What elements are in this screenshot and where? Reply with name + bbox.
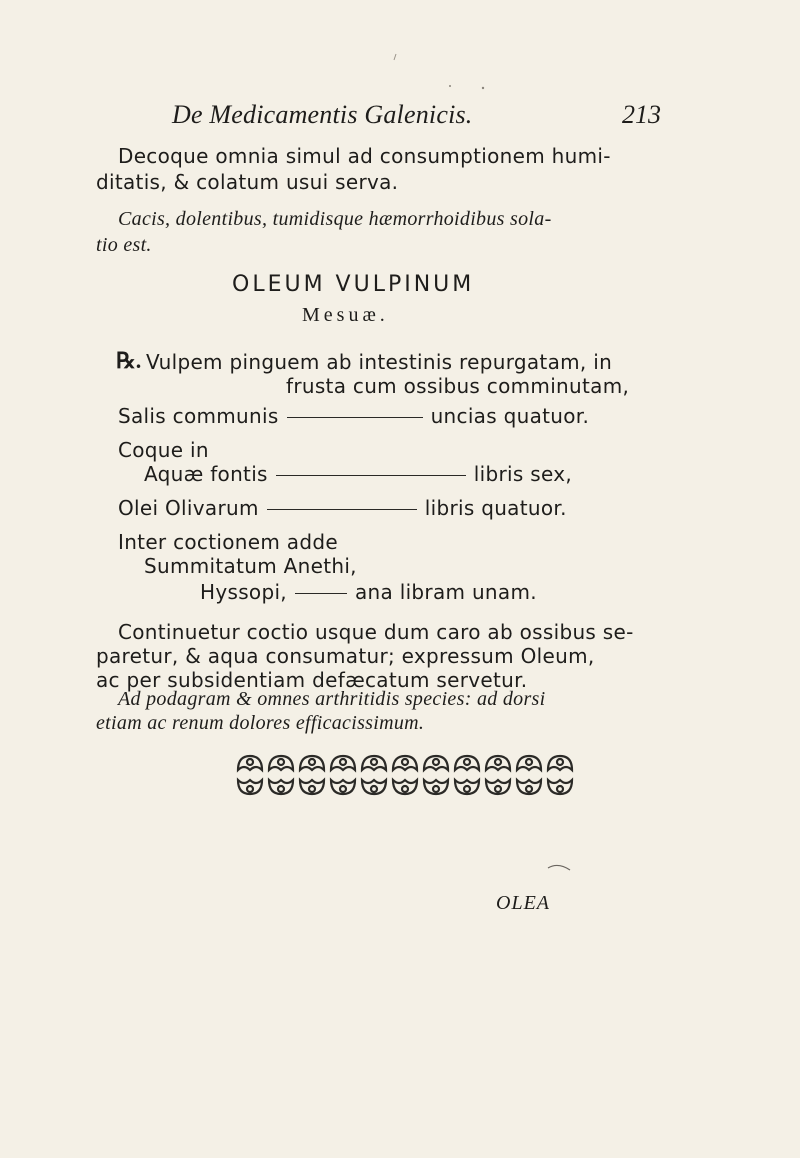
ornament-dot — [464, 786, 470, 792]
ornament-dot — [557, 759, 563, 765]
ornament-dot — [433, 759, 439, 765]
ornament-dot — [247, 786, 253, 792]
italic-note-line: Cacis, dolentibus, tumidisque hæmorrhoidibus sola- — [118, 208, 552, 230]
ornament-dot — [526, 786, 532, 792]
ornament-dot — [557, 786, 563, 792]
leader-dash — [267, 509, 417, 510]
page-number: 213 — [622, 100, 661, 129]
recipe-intro-line: Vulpem pinguem ab intestinis repurgatam, in — [146, 350, 613, 374]
instruction-line: Coque in — [118, 438, 209, 462]
ingredient-line — [144, 462, 572, 486]
ornament-dot — [495, 786, 501, 792]
ornament-dot — [526, 759, 532, 765]
leader-dash — [276, 475, 466, 476]
ingredient-line — [118, 404, 589, 428]
leader-dash — [295, 593, 347, 594]
ingredient-name: Hyssopi, — [200, 580, 287, 604]
recipe-symbol: ℞. — [116, 348, 142, 373]
italic-note-line: Ad podagram & omnes arthritidis species: ad dorsi — [118, 688, 546, 710]
catchword: OLEA — [496, 892, 550, 914]
leader-dash — [287, 417, 423, 418]
ingredient-line — [200, 580, 537, 604]
ingredient-name: Salis communis — [118, 404, 279, 428]
ornament-dot — [278, 786, 284, 792]
ingredient-quantity: uncias quatuor. — [430, 404, 590, 428]
ornament-dot — [247, 759, 253, 765]
text-line: Decoque omnia simul ad consumptionem humi- — [118, 144, 611, 168]
text-line: paretur, & aqua consumatur; expressum Oleum, — [96, 644, 595, 668]
ornament-dot — [371, 759, 377, 765]
ingredient-name: Aquæ fontis — [144, 462, 268, 486]
ornament-dot — [402, 759, 408, 765]
italic-note-line: etiam ac renum dolores efficacissimum. — [96, 712, 425, 734]
ingredient-quantity: ana libram unam. — [354, 580, 537, 604]
text-line: ac per subsidentiam defæcatum servetur. — [96, 668, 528, 692]
ingredient-line — [118, 496, 567, 520]
ornament-dot — [433, 786, 439, 792]
ornament-dot — [340, 759, 346, 765]
recipe-author: Mesuæ. — [302, 304, 389, 326]
ornament-dot — [464, 759, 470, 765]
recipe-title: OLEUM VULPINUM — [232, 272, 475, 297]
ornament-dot — [278, 759, 284, 765]
printers-ornament — [230, 752, 575, 800]
ornament-dot — [309, 759, 315, 765]
italic-note-line: tio est. — [96, 234, 152, 256]
ingredient-line: Summitatum Anethi, — [144, 554, 357, 578]
ornament-dot — [340, 786, 346, 792]
recipe-intro-line: frusta cum ossibus comminutam, — [286, 374, 630, 398]
ingredient-quantity: libris quatuor. — [424, 496, 567, 520]
ingredient-name: Olei Olivarum — [118, 496, 259, 520]
running-title: De Medicamentis Galenicis. — [172, 100, 473, 129]
text-line: ditatis, & colatum usui serva. — [96, 170, 399, 194]
instruction-line: Inter coctionem adde — [118, 530, 338, 554]
ornament-dot — [309, 786, 315, 792]
text-line: Continuetur coctio usque dum caro ab ossibus se- — [118, 620, 634, 644]
ornament-dot — [371, 786, 377, 792]
ingredient-quantity: libris sex, — [473, 462, 573, 486]
ornament-dot — [402, 786, 408, 792]
ornament-dot — [495, 759, 501, 765]
